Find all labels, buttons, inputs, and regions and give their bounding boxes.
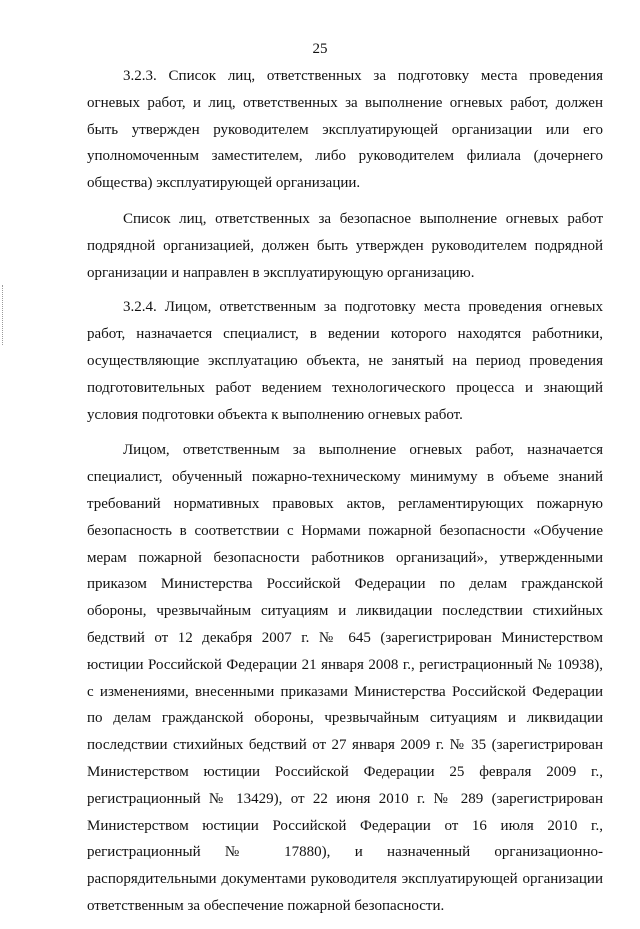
page-number: 25 <box>312 41 328 57</box>
document-body <box>87 63 603 929</box>
paragraph-3-2-4: 3.2.4. Лицом, ответственным за подготовку места проведения огневых работ, назначается специалист, в ведении которого находятся работники, осуществляющие эксплуатацию объекта, не занятый на период проведения подготовительных работ ведением технологического процесса и знающий условия подготовки объекта к выполнению огневых работ. <box>87 299 603 423</box>
paragraph-responsible-person: Лицом, ответственным за выполнение огневых работ, назначается специалист, обученный пожарно-техническому минимуму в объеме знаний требований нормативных правовых актов, регламентирующих пожарную безопасность в соответствии с Нормами пожарной безопасности «Обучение мерам пожарной безопасности работников организаций», утвержденными приказом Министерства Российской Федерации по делам гражданской обороны, чрезвычайным ситуациям и ликвидации последствии стихийных бедствий от 12 декабря 2007 г. № 645 (зарегистрирован Министерством юстиции Российской Федерации 21 января 2008 г., регистрационный № 10938), с изменениями, внесенными приказами Министерства Российской Федерации по делам гражданской обороны, чрезвычайным ситуациям и ликвидации последствии стихийных бедствий от 27 января 2009 г. № 35 (зарегистрирован Министерством юстиции Российской Федерации 25 февраля 2009 г., регистрационный № 13429), от 22 июня 2010 г. № 289 (зарегистрирован Министерством юстиции Российской Федерации от 16 июля 2010 г., регистрационный № 17880), и назначенный организационно-распорядительными документами руководителя эксплуатирующей организации ответственным за обеспечение пожарной безопасности. <box>87 442 603 914</box>
scan-margin-marks <box>2 285 5 345</box>
paragraph-3-2-3: 3.2.3. Список лиц, ответственных за подготовку места проведения огневых работ, и лиц, ответственных за выполнение огневых работ, должен быть утвержден руководителем эксплуатирующей организации или его уполномоченным заместителем, либо руководителем филиала (дочернего общества) эксплуатирующей организации. <box>87 68 603 192</box>
paragraph-contractor-list: Список лиц, ответственных за безопасное выполнение огневых работ подрядной организацией, должен быть утвержден руководителем подрядной организации и направлен в эксплуатирующую организацию. <box>87 210 603 281</box>
